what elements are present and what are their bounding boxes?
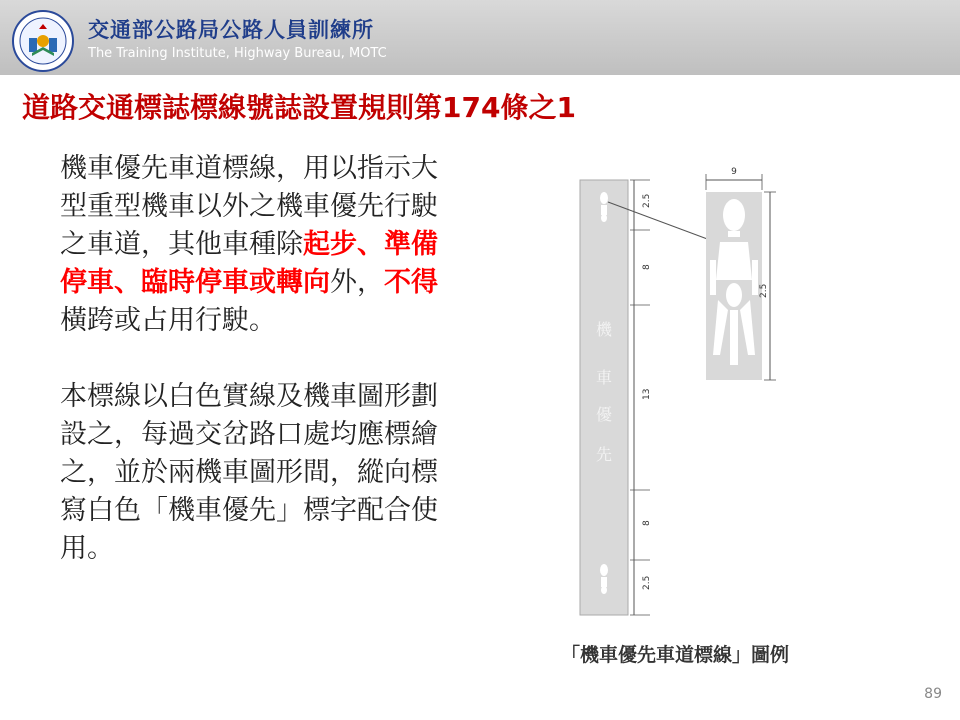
header-bar xyxy=(0,0,960,75)
paragraph-marking-method: 本標線以白色實線及機車圖形劃設之，每過交岔路口處均應標繪之，並於兩機車圖形間，縱向標寫白色「機車優先」標字配合使用。 xyxy=(60,381,438,564)
paragraph1-emphasis-exceptions: 起步、準備停車、臨時停車或轉向 xyxy=(60,229,438,298)
road-text-char-1: 機 xyxy=(595,320,613,339)
paragraph1-text-a: 機車優先車道標線，用以指示大型重型機車以外之機車優先行駛之車道，其他車種除 xyxy=(60,153,438,260)
road-text-char-4: 先 xyxy=(595,445,613,464)
slide-title: 道路交通標誌標線號誌設置規則第174條之1 xyxy=(22,91,576,124)
dim-label-8-top: 8 xyxy=(642,264,652,270)
org-title: 交通部公路局公路人員訓練所 xyxy=(88,18,374,42)
dim-label-9: 9 xyxy=(731,167,737,177)
body-text xyxy=(60,150,460,568)
dim-label-2-5-top: 2.5 xyxy=(642,193,652,208)
paragraph1-text-c: 橫跨或占用行駛。 xyxy=(60,305,276,336)
dim-label-2-5-figure: 2.5 xyxy=(759,283,769,298)
road-text-char-3: 優 xyxy=(595,405,613,424)
dim-label-8-bottom: 8 xyxy=(642,520,652,526)
small-motorcycle-icon-bottom xyxy=(600,564,608,594)
small-motorcycle-icon-top xyxy=(600,192,608,222)
dim-label-2-5-bottom: 2.5 xyxy=(642,575,652,590)
paragraph-lane-definition xyxy=(60,150,460,340)
org-subtitle: The Training Institute, Highway Bureau, MOTC xyxy=(88,46,387,61)
road-text-char-2: 車 xyxy=(595,368,613,387)
dim-label-13: 13 xyxy=(642,388,652,400)
page-number: 89 xyxy=(924,686,942,702)
lane-marking-diagram xyxy=(570,150,810,625)
paragraph1-emphasis-prohibition: 不得 xyxy=(384,267,438,298)
institute-logo-icon xyxy=(12,10,74,72)
paragraph1-text-b: 外， xyxy=(330,267,384,298)
figure-caption: 「機車優先車道標線」圖例 xyxy=(560,644,789,666)
lane-strip xyxy=(580,180,628,615)
